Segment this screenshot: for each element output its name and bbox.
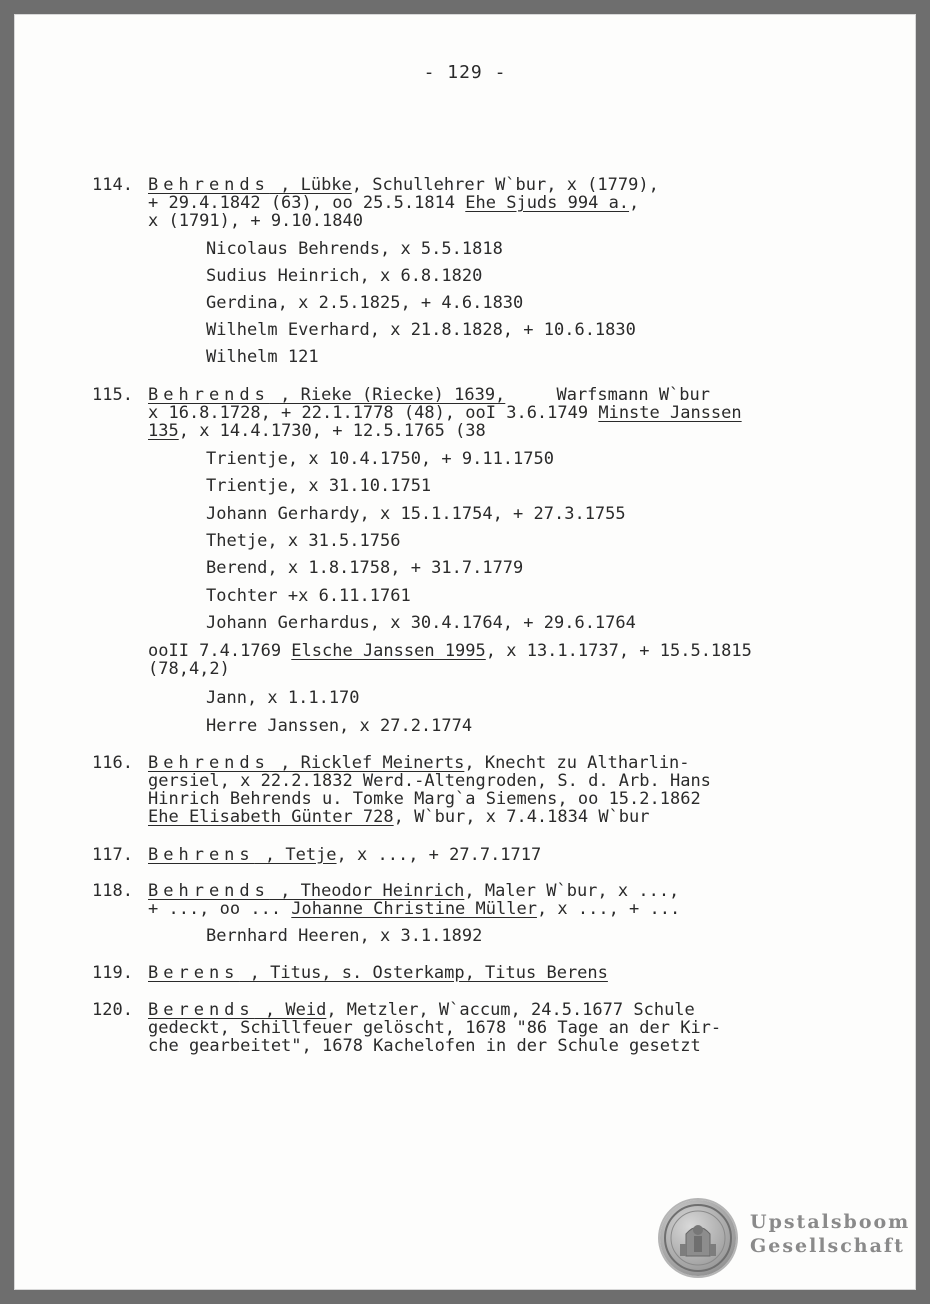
entry-text: , x 14.4.1730, + 12.5.1765 (38 [178, 421, 486, 441]
given-name: , Tetje [254, 845, 337, 865]
publisher-logo [660, 1200, 910, 1280]
given-name: , Theodor Heinrich [269, 881, 465, 901]
surname: Berends [148, 1000, 255, 1020]
surname: Behrends [148, 175, 270, 195]
entry-heading [148, 175, 352, 195]
entry-text: Hinrich Behrends u. Tomke Marg`a Siemens, oo 15.2.1862 [148, 789, 701, 809]
entry-number: 116. [92, 753, 133, 773]
surname: Behrends [148, 753, 270, 773]
cross-reference: 135 [148, 421, 179, 441]
child-item: Trientje, x 10.4.1750, + 9.11.1750 [206, 449, 554, 469]
given-name: , Lübke [269, 175, 352, 195]
entry-number: 115. [92, 385, 133, 405]
entry-text: , W`bur, x 7.4.1834 W`bur [393, 807, 650, 827]
cross-reference: Ehe Elisabeth Günter 728 [148, 807, 394, 827]
child-item: Gerdina, x 2.5.1825, + 4.6.1830 [206, 293, 524, 313]
cross-reference: Minste Janssen [598, 403, 742, 423]
page-number: - 129 - [423, 62, 507, 83]
entry-116 [92, 754, 832, 826]
brand-line-1: Upstalsboom [750, 1211, 911, 1233]
child-item: Thetje, x 31.5.1756 [206, 531, 401, 551]
child-item: Berend, x 1.8.1758, + 31.7.1779 [206, 558, 524, 578]
entry-119 [92, 964, 832, 982]
cross-reference: Ehe Sjuds 994 a. [465, 193, 630, 213]
entry-text: , x ..., + ... [536, 899, 681, 919]
child-item: Nicolaus Behrends, x 5.5.1818 [206, 239, 503, 259]
entry-text: , [629, 193, 640, 213]
second-marriage [148, 642, 848, 678]
entry-text: , x 13.1.1737, + 15.5.1815 [485, 641, 752, 661]
child-item: Sudius Heinrich, x 6.8.1820 [206, 266, 483, 286]
cross-reference: Elsche Janssen 1995 [291, 641, 486, 661]
entry-text: che gearbeitet", 1678 Kachelofen in der Schule gesetzt [148, 1036, 701, 1056]
entry-text: gedeckt, Schillfeuer gelöscht, 1678 "86 Tage an der Kir- [148, 1018, 722, 1038]
child-item: Johann Gerhardy, x 15.1.1754, + 27.3.1755 [206, 504, 626, 524]
surname: Behrends [148, 385, 270, 405]
child-item: Bernhard Heeren, x 3.1.1892 [206, 926, 483, 946]
entry-text: + 29.4.1842 (63), oo 25.5.1814 [148, 193, 466, 213]
entry-text: , Knecht zu Altharlin- [464, 753, 690, 773]
entry-text: x 16.8.1728, + 22.1.1778 (48), ooI 3.6.1749 [148, 403, 599, 423]
entry-text: + ..., oo ... [148, 899, 292, 919]
entry-heading [148, 845, 337, 865]
child-item: Jann, x 1.1.170 [206, 688, 360, 708]
surname: Behrends [148, 881, 270, 901]
brand-line-2: Gesellschaft [750, 1235, 905, 1257]
entry-heading [148, 385, 505, 405]
child-item: Tochter +x 6.11.1761 [206, 586, 411, 606]
surname: Behrens [148, 845, 255, 865]
given-name: , Ricklef Meinerts [269, 753, 465, 773]
entry-heading [148, 963, 608, 983]
entry-text: ooII 7.4.1769 [148, 641, 292, 661]
entry-120 [92, 1001, 832, 1055]
given-name: , Rieke (Riecke) 1639, [269, 385, 506, 405]
child-item: Wilhelm Everhard, x 21.8.1828, + 10.6.1830 [206, 320, 636, 340]
entry-heading [148, 881, 464, 901]
cross-reference: Johanne Christine Müller [291, 899, 537, 919]
entry-118 [92, 882, 832, 918]
entry-number: 119. [92, 963, 133, 983]
entry-number: 118. [92, 881, 133, 901]
document-page [14, 14, 916, 1290]
entry-text: (78,4,2) [148, 659, 230, 679]
entry-117 [92, 846, 832, 864]
entry-number: 117. [92, 845, 133, 865]
entry-heading [148, 1000, 326, 1020]
entry-number: 114. [92, 175, 133, 195]
entry-text: , x ..., + 27.7.1717 [336, 845, 542, 865]
entry-text: x (1791), + 9.10.1840 [148, 211, 363, 231]
entry-text: Warfsmann W`bur [505, 385, 710, 405]
given-name: , Weid [254, 1000, 327, 1020]
entry-heading [148, 753, 464, 773]
entry-text: gersiel, x 22.2.1832 Werd.-Altengroden, S. d. Arb. Hans [148, 771, 711, 791]
child-item: Wilhelm 121 [206, 347, 319, 367]
seal-icon [660, 1200, 736, 1276]
entry-text: , Schullehrer W`bur, x (1779), [351, 175, 659, 195]
child-item: Johann Gerhardus, x 30.4.1764, + 29.6.1764 [206, 613, 636, 633]
brand-name [750, 1210, 910, 1258]
given-name: , Titus, s. Osterkamp, Titus Berens [239, 963, 608, 983]
entry-number: 120. [92, 1000, 133, 1020]
entry-114 [92, 176, 832, 230]
entry-text: , Maler W`bur, x ..., [464, 881, 680, 901]
surname: Berens [148, 963, 240, 983]
child-item: Herre Janssen, x 27.2.1774 [206, 716, 473, 736]
child-item: Trientje, x 31.10.1751 [206, 476, 432, 496]
entry-text: , Metzler, W`accum, 24.5.1677 Schule [326, 1000, 695, 1020]
entry-115 [92, 386, 832, 440]
